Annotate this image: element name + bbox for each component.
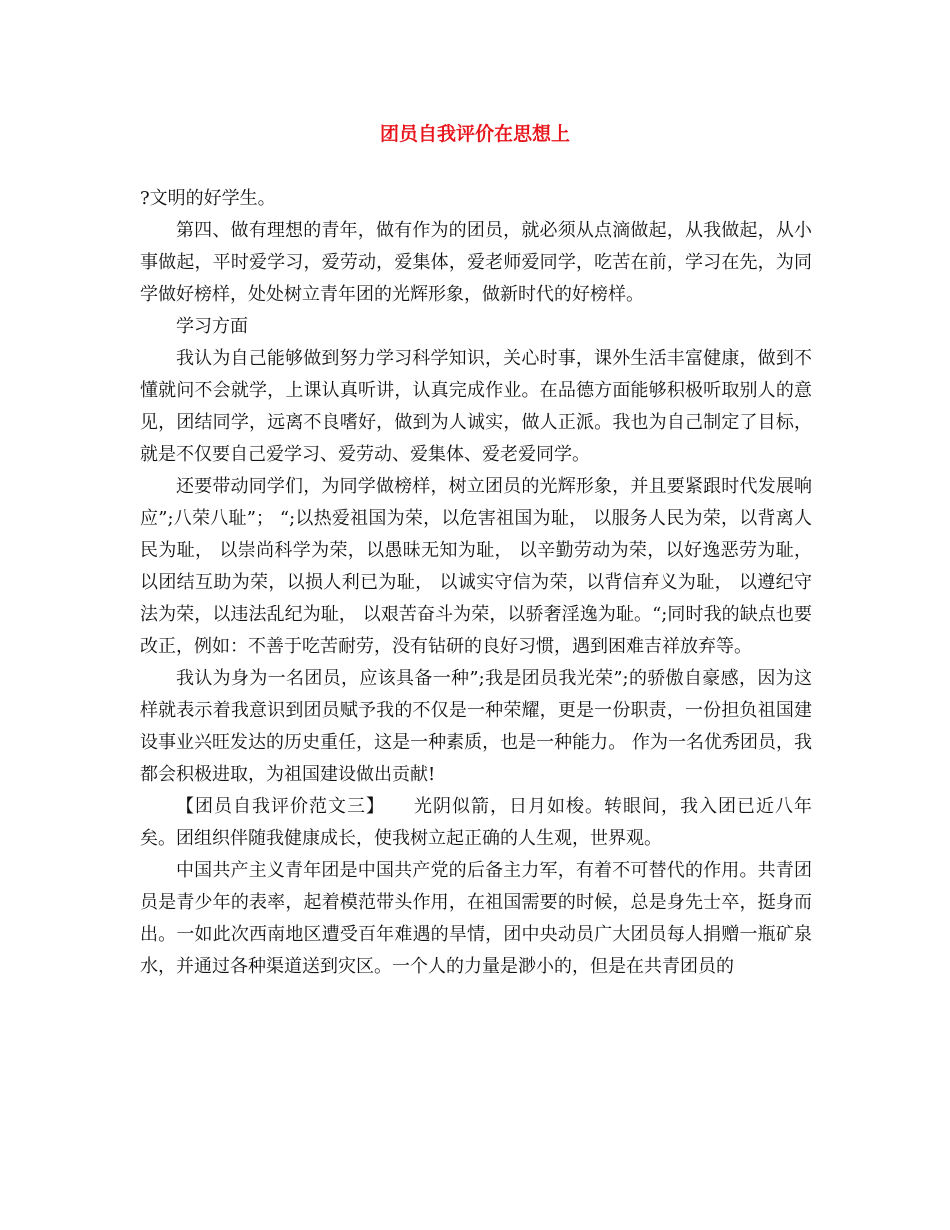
- paragraph-pride: 我认为身为一名团员，应该具备一种”;我是团员我光荣”;的骄傲自豪感，因为这样就表示着我意识到团员赋予我的不仅是一种荣耀，更是一份职责，一份担负祖国建设事业兴旺发达的历史重任，这是一种素质，也是一种能力。 作为一名优秀团员，我都会积极进取，为祖国建设做出贡献!: [140, 668, 812, 785]
- paragraph-sample-three: 【团员自我评价范文三】 光阴似箭，日月如梭。转眼间，我入团已近八年矣。团组织伴随我健康成长，使我树立起正确的人生观，世界观。: [140, 796, 812, 849]
- document-body: [140, 183, 812, 983]
- paragraph-eight-honors: 还要带动同学们，为同学做榜样，树立团员的光辉形象，并且要紧跟时代发展响应”;八荣八耻”； “;以热爱祖国为荣，以危害祖国为耻， 以服务人民为荣，以背离人民为耻， 以崇尚科学为荣，以愚昧无知为耻， 以辛勤劳动为荣，以好逸恶劳为耻， 以团结互助为荣，以损人利已为耻， 以诚实守信为荣，以背信弃义为耻， 以遵纪守法为荣，以违法乱纪为耻， 以艰苦奋斗为荣，以骄奢淫逸为耻。“;同时我的缺点也要改正，例如：不善于吃苦耐劳，没有钻研的良好习惯，遇到困难吉祥放弃等。: [140, 476, 812, 657]
- paragraph-continuation: ?文明的好学生。: [140, 188, 276, 209]
- section-heading-study: 学习方面: [176, 316, 248, 337]
- document-title: 团员自我评价在思想上: [379, 123, 570, 145]
- paragraph-fourth-point: 第四、做有理想的青年，做有作为的团员，就必须从点滴做起，从我做起，从小事做起，平时爱学习，爱劳动，爱集体，爱老师爱同学，吃苦在前，学习在先，为同学做好榜样，处处树立青年团的光辉形象，做新时代的好榜样。: [140, 220, 812, 305]
- paragraph-study: 我认为自己能够做到努力学习科学知识，关心时事，课外生活丰富健康，做到不懂就问不会就学，上课认真听讲，认真完成作业。在品德方面能够积极听取别人的意见，团结同学，远离不良嗜好，做到为人诚实，做人正派。我也为自己制定了目标，就是不仅要自己爱学习、爱劳动、爱集体、爱老爱同学。: [140, 348, 812, 465]
- paragraph-youth-league: 中国共产主义青年团是中国共产党的后备主力军，有着不可替代的作用。共青团员是青少年的表率，起着模范带头作用，在祖国需要的时候，总是身先士卒，挺身而出。一如此次西南地区遭受百年难遇的旱情，团中央动员广大团员每人捐赠一瓶矿泉水，并通过各种渠道送到灾区。一个人的力量是渺小的，但是在共青团员的: [140, 860, 812, 977]
